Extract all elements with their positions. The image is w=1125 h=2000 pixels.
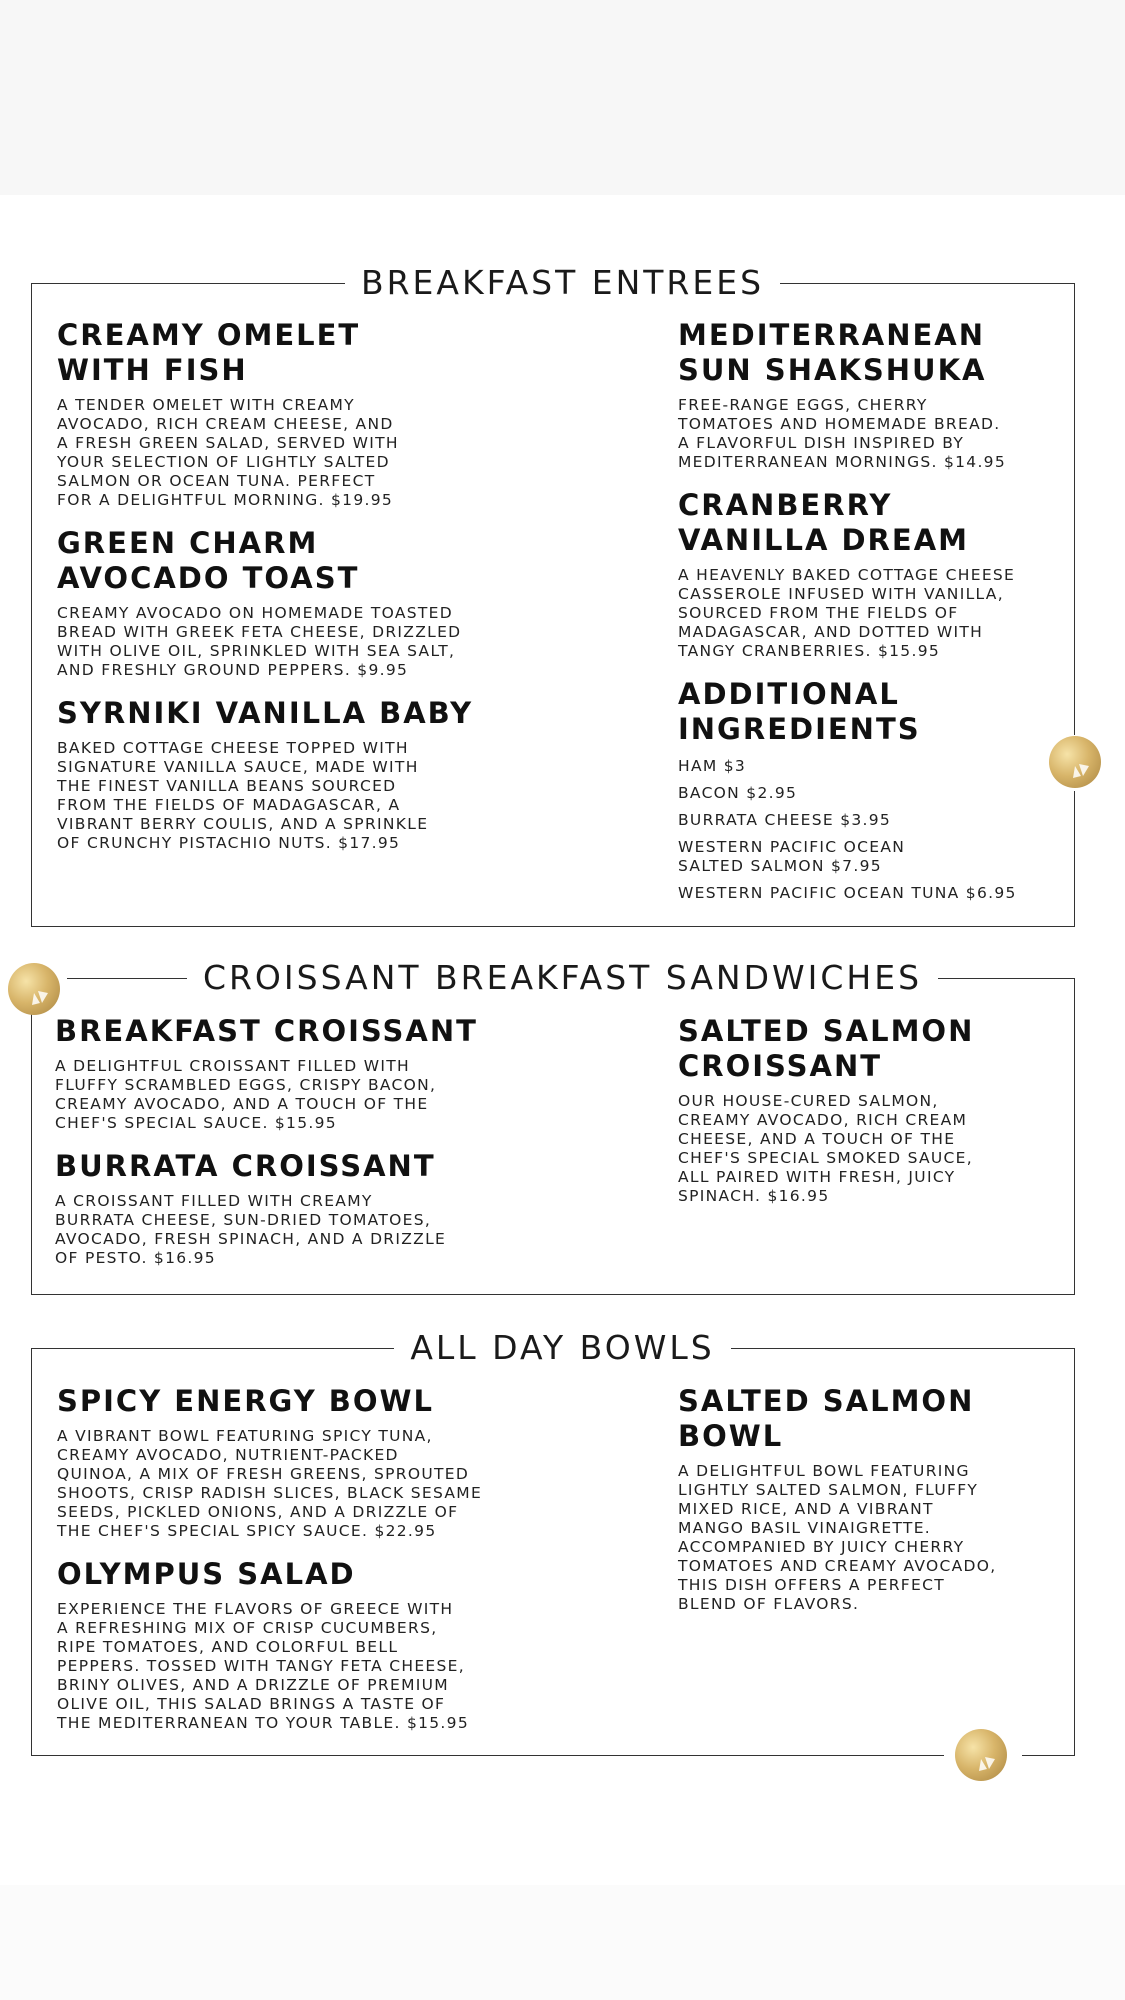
menu-item — [57, 1557, 637, 1733]
breakfast-left-column — [57, 318, 617, 869]
menu-item — [678, 488, 1068, 661]
item-name: CRANBERRY VANILLA DREAM — [678, 488, 969, 557]
item-description: A VIBRANT BOWL FEATURING SPICY TUNA, CREAMY AVOCADO, NUTRIENT-PACKED QUINOA, A MIX OF FRESH GREENS, SPROUTED SHOOTS, CRISP RADISH SLICES, BLACK SESAME SEEDS, PICKLED ONIONS, AND A DRIZZLE OF THE CHEF'S SPECIAL SPICY SAUCE. $22.95 — [57, 1427, 483, 1540]
addon-item: WESTERN PACIFIC OCEAN SALTED SALMON $7.95 — [678, 838, 906, 875]
breakfast-entrees-title: BREAKFAST ENTREES — [0, 263, 1125, 303]
item-description: FREE-RANGE EGGS, CHERRY TOMATOES AND HOMEMADE BREAD. A FLAVORFUL DISH INSPIRED BY MEDITERRANEAN MORNINGS. $14.95 — [678, 396, 1007, 471]
bottom-background-band — [0, 1885, 1125, 2000]
menu-item — [55, 1149, 635, 1268]
item-name: BREAKFAST CROISSANT — [55, 1014, 478, 1048]
item-name: OLYMPUS SALAD — [57, 1557, 356, 1591]
item-name: SPICY ENERGY BOWL — [57, 1384, 435, 1418]
addon-item: HAM $3 — [678, 757, 747, 775]
item-description: A DELIGHTFUL CROISSANT FILLED WITH FLUFFY SCRAMBLED EGGS, CRISPY BACON, CREAMY AVOCADO, AND A TOUCH OF THE CHEF'S SPECIAL SAUCE. $15.95 — [55, 1057, 437, 1132]
breakfast-right-column — [678, 318, 1068, 919]
item-name: SALTED SALMON BOWL — [678, 1384, 975, 1453]
addon-item: WESTERN PACIFIC OCEAN TUNA $6.95 — [678, 884, 1017, 902]
item-name: SYRNIKI VANILLA BABY — [57, 696, 474, 730]
menu-item — [55, 1014, 635, 1133]
item-name: GREEN CHARM AVOCADO TOAST — [57, 526, 360, 595]
item-description: A TENDER OMELET WITH CREAMY AVOCADO, RICH CREAM CHEESE, AND A FRESH GREEN SALAD, SERVED WITH YOUR SELECTION OF LIGHTLY SALTED SALMON OR OCEAN TUNA. PERFECT FOR A DELIGHTFUL MORNING. $19.95 — [57, 396, 399, 509]
bowls-right-column — [678, 1384, 1068, 1630]
gold-brand-logo-icon — [1049, 736, 1101, 788]
addon-item: BACON $2.95 — [678, 784, 798, 802]
menu-item — [678, 318, 1068, 472]
menu-item — [57, 696, 617, 853]
item-description: A CROISSANT FILLED WITH CREAMY BURRATA CHEESE, SUN-DRIED TOMATOES, AVOCADO, FRESH SPINACH, AND A DRIZZLE OF PESTO. $16.95 — [55, 1192, 447, 1267]
item-name: BURRATA CROISSANT — [55, 1149, 436, 1183]
croissant-sandwiches-title: CROISSANT BREAKFAST SANDWICHES — [0, 958, 1125, 998]
menu-item — [57, 318, 617, 510]
additional-ingredients — [678, 677, 1068, 903]
addon-item: BURRATA CHEESE $3.95 — [678, 811, 892, 829]
item-description: BAKED COTTAGE CHEESE TOPPED WITH SIGNATURE VANILLA SAUCE, MADE WITH THE FINEST VANILLA BEANS SOURCED FROM THE FIELDS OF MADAGASCAR, A VIBRANT BERRY COULIS, AND A SPRINKLE OF CRUNCHY PISTACHIO NUTS. $17.95 — [57, 739, 429, 852]
menu-item — [678, 1014, 1068, 1206]
gold-brand-logo-icon — [955, 1729, 1007, 1781]
item-name: MEDITERRANEAN SUN SHAKSHUKA — [678, 318, 987, 387]
menu-item — [57, 526, 617, 680]
item-description: OUR HOUSE-CURED SALMON, CREAMY AVOCADO, RICH CREAM CHEESE, AND A TOUCH OF THE CHEF'S SPECIAL SMOKED SAUCE, ALL PAIRED WITH FRESH, JUICY SPINACH. $16.95 — [678, 1092, 974, 1205]
all-day-bowls-title: ALL DAY BOWLS — [0, 1328, 1125, 1368]
item-description: A DELIGHTFUL BOWL FEATURING LIGHTLY SALTED SALMON, FLUFFY MIXED RICE, AND A VIBRANT MANGO BASIL VINAIGRETTE. ACCOMPANIED BY JUICY CHERRY TOMATOES AND CREAMY AVOCADO, THIS DISH OFFERS A PERFECT BLEND OF FLAVORS. — [678, 1462, 997, 1613]
menu-item — [57, 1384, 637, 1541]
bowls-left-column — [57, 1384, 637, 1749]
item-name: CREAMY OMELET WITH FISH — [57, 318, 361, 387]
item-description: CREAMY AVOCADO ON HOMEMADE TOASTED BREAD WITH GREEK FETA CHEESE, DRIZZLED WITH OLIVE OIL, SPRINKLED WITH SEA SALT, AND FRESHLY GROUND PEPPERS. $9.95 — [57, 604, 462, 679]
croissant-left-column — [55, 1014, 635, 1284]
item-description: EXPERIENCE THE FLAVORS OF GREECE WITH A REFRESHING MIX OF CRISP CUCUMBERS, RIPE TOMATOES, AND COLORFUL BELL PEPPERS. TOSSED WITH TANGY FETA CHEESE, BRINY OLIVES, AND A DRIZZLE OF PREMIUM OLIVE OIL, THIS SALAD BRINGS A TASTE OF THE MEDITERRANEAN TO YOUR TABLE. $15.95 — [57, 1600, 469, 1732]
item-description: A HEAVENLY BAKED COTTAGE CHEESE CASSEROLE INFUSED WITH VANILLA, SOURCED FROM THE FIELDS OF MADAGASCAR, AND DOTTED WITH TANGY CRANBERRIES. $15.95 — [678, 566, 1016, 660]
gold-brand-logo-icon — [8, 963, 60, 1015]
additional-ingredients-title: ADDITIONAL INGREDIENTS — [678, 677, 921, 746]
croissant-right-column — [678, 1014, 1068, 1222]
item-name: SALTED SALMON CROISSANT — [678, 1014, 975, 1083]
top-background-band — [0, 0, 1125, 195]
menu-item — [678, 1384, 1068, 1614]
